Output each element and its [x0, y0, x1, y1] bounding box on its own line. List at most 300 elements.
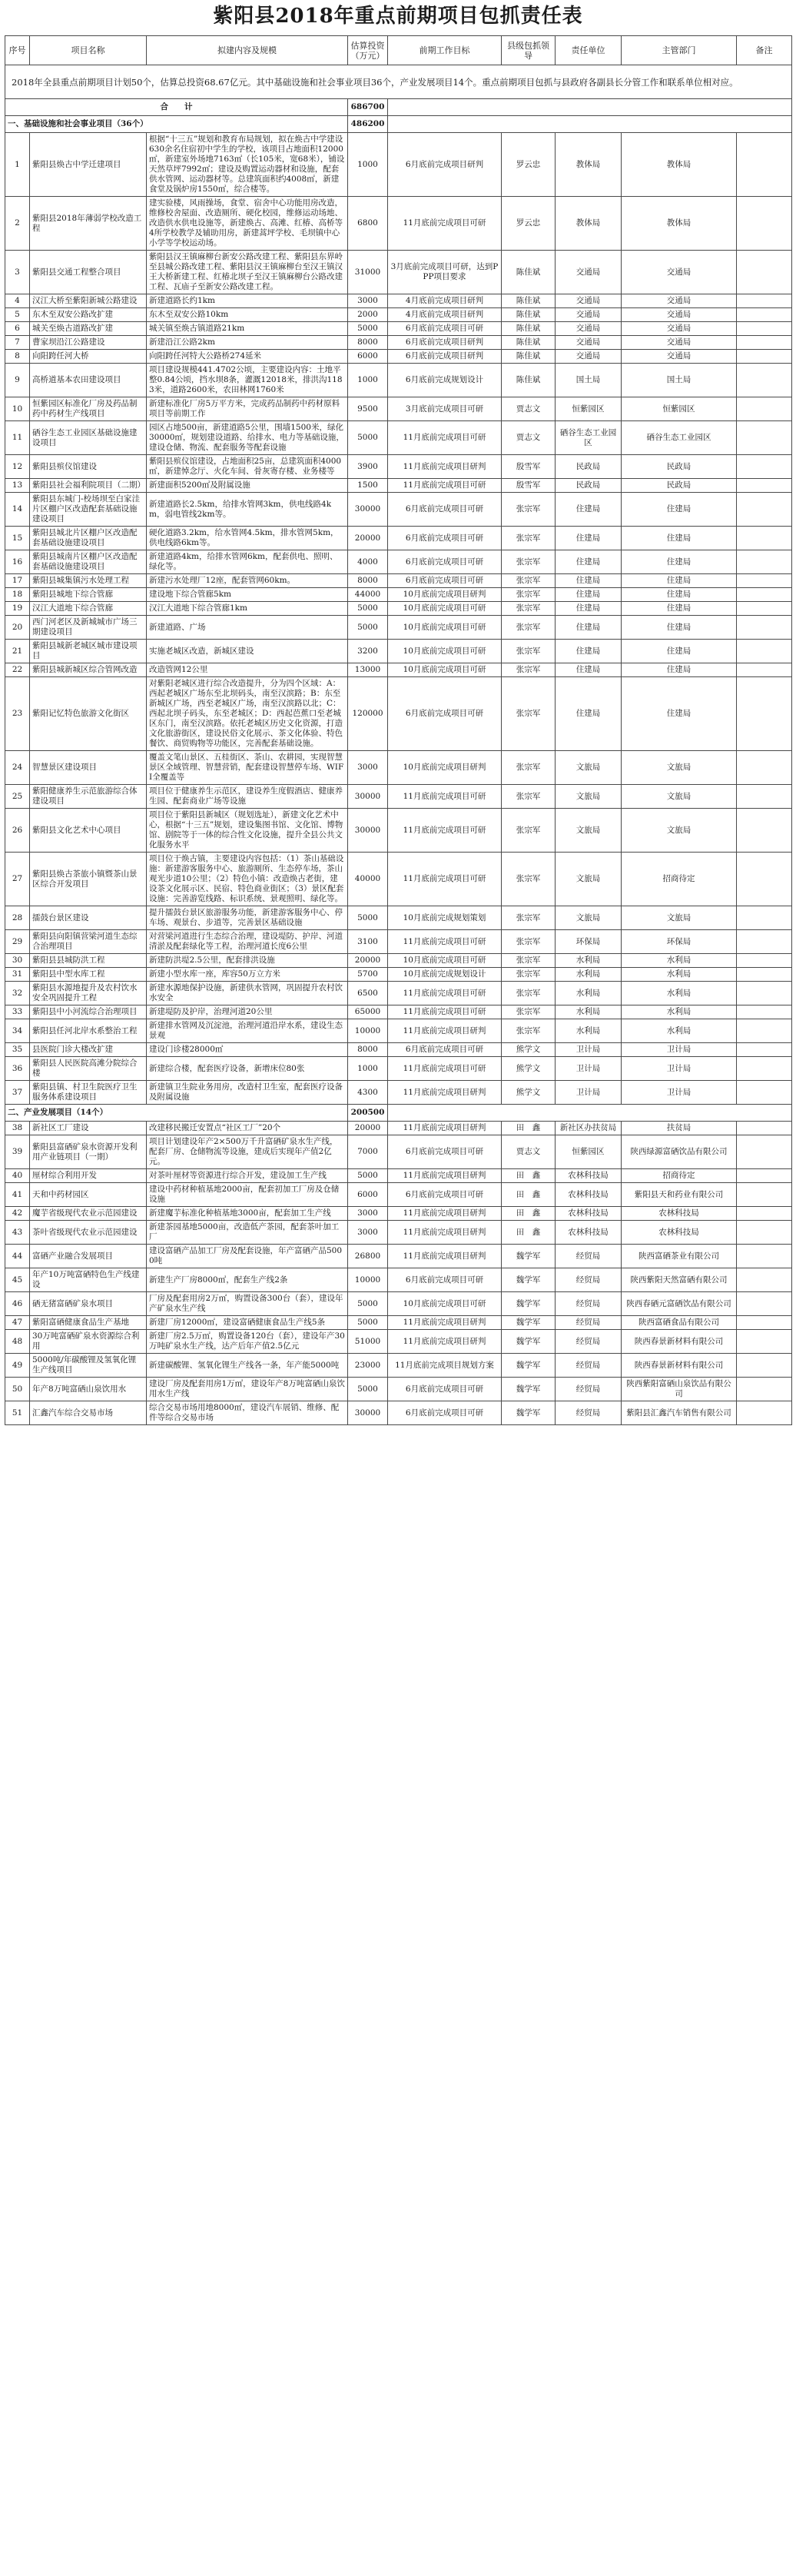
project-leader: 熊学文 [502, 1057, 556, 1081]
project-name: 擂鼓台景区建设 [30, 906, 147, 930]
project-content: 硬化道路3.2km，给水管网4.5km，排水管网5km，供电线路6km等。 [147, 527, 348, 550]
project-unit: 教体局 [556, 197, 622, 251]
row-number: 34 [5, 1019, 30, 1043]
project-invest: 20000 [348, 1122, 388, 1135]
project-goal: 4月底前完成项目研判 [388, 308, 502, 322]
project-leader: 田 鑫 [502, 1122, 556, 1135]
project-leader: 罗云忠 [502, 197, 556, 251]
table-row [5, 616, 792, 640]
project-dept: 恒紫园区 [622, 397, 737, 421]
section-label: 二、产业发展项目（14个） [5, 1105, 348, 1122]
project-dept: 住建局 [622, 493, 737, 527]
project-content: 新建厂房2.5万㎡，购置设备120台（套），建设年产30万吨矿泉水生产线，达产后年产值2.5亿元 [147, 1330, 348, 1354]
project-dept: 紫阳县汇鑫汽车销售有限公司 [622, 1401, 737, 1425]
project-name: 紫阳县城南片区棚户区改造配套基础设施建设项目 [30, 550, 147, 574]
project-note [737, 308, 792, 322]
project-name: 紫阳县中小河流综合治理项目 [30, 1005, 147, 1019]
project-note [737, 251, 792, 294]
project-unit: 经贸局 [556, 1401, 622, 1425]
row-number: 39 [5, 1135, 30, 1169]
project-unit: 水利局 [556, 1019, 622, 1043]
project-leader: 贾志文 [502, 397, 556, 421]
project-invest: 1000 [348, 1057, 388, 1081]
project-note [737, 1043, 792, 1057]
project-dept: 水利局 [622, 982, 737, 1005]
total-row [5, 99, 792, 116]
row-number: 31 [5, 968, 30, 982]
project-goal: 11月底前完成项目可研 [388, 930, 502, 954]
project-leader: 张宗军 [502, 588, 556, 602]
project-name: 曹家坝沿江公路建设 [30, 336, 147, 350]
project-unit: 经贸局 [556, 1268, 622, 1292]
project-content: 新建厂房12000㎡，建设富硒健康食品生产线5条 [147, 1316, 348, 1330]
table-row [5, 336, 792, 350]
table-row [5, 527, 792, 550]
project-note [737, 1122, 792, 1135]
project-content: 汉江大道地下综合管廊1km [147, 602, 348, 616]
project-content: 园区占地500亩，新建道路5公里，围墙1500米，绿化30000㎡，规划建设道路、给排水、电力等基础设施，建设仓储、物流、配套服务等配套设施 [147, 421, 348, 455]
table-row [5, 751, 792, 785]
table-row [5, 364, 792, 397]
project-leader: 罗云忠 [502, 133, 556, 197]
project-leader: 魏学军 [502, 1268, 556, 1292]
table-row [5, 1330, 792, 1354]
table-row [5, 809, 792, 853]
table-row [5, 1245, 792, 1268]
project-note [737, 1183, 792, 1207]
project-note [737, 1354, 792, 1378]
project-unit: 住建局 [556, 602, 622, 616]
project-invest: 23000 [348, 1354, 388, 1378]
table-row [5, 574, 792, 588]
project-goal: 4月底前完成项目研判 [388, 294, 502, 308]
project-goal: 3月底前完成项目可研，达到PPP项目要求 [388, 251, 502, 294]
project-unit: 交通局 [556, 322, 622, 336]
project-dept: 水利局 [622, 1005, 737, 1019]
project-name: 汇鑫汽车综合交易市场 [30, 1401, 147, 1425]
project-dept: 陕西春硒元富硒饮品有限公司 [622, 1292, 737, 1316]
summary-text: 2018年全县重点前期项目计划50个，估算总投资68.67亿元。其中基础设施和社会事业项目36个，产业发展项目14个。重点前期项目包抓与县政府各副县长分管工作和联系单位相对应。 [5, 65, 792, 99]
header-cell-goal: 前期工作目标 [388, 36, 502, 65]
project-content: 建设门诊楼28000㎡ [147, 1043, 348, 1057]
project-leader: 张宗军 [502, 550, 556, 574]
project-dept: 陕西春景新材料有限公司 [622, 1330, 737, 1354]
project-goal: 6月底前完成项目可研 [388, 322, 502, 336]
row-number: 20 [5, 616, 30, 640]
project-goal: 6月底前完成项目研判 [388, 350, 502, 364]
project-invest: 3000 [348, 751, 388, 785]
project-invest: 120000 [348, 677, 388, 751]
project-dept: 住建局 [622, 574, 737, 588]
project-name: 富硒产业融合发展项目 [30, 1245, 147, 1268]
project-goal: 11月底前完成项目可研 [388, 1057, 502, 1081]
project-name: 智慧景区建设项目 [30, 751, 147, 785]
project-dept: 扶贫局 [622, 1122, 737, 1135]
project-unit: 水利局 [556, 954, 622, 968]
project-content: 项目计划建设年产2×500万千升富硒矿泉水生产线，配套厂房、仓储物流等设施，建成后实现年产值2亿元。 [147, 1135, 348, 1169]
project-dept: 交通局 [622, 294, 737, 308]
project-content: 新建小型水库一座，库容50万立方米 [147, 968, 348, 982]
project-note [737, 336, 792, 350]
project-dept: 住建局 [622, 677, 737, 751]
row-number: 46 [5, 1292, 30, 1316]
project-invest: 5000 [348, 602, 388, 616]
project-content: 项目建设规模441.4702公顷，主要建设内容：土地平整0.84公顷，挡水坝8条，灌溉12018米，排洪沟1183米，道路2600米，农田林网1760米 [147, 364, 348, 397]
row-number: 27 [5, 853, 30, 906]
row-number: 50 [5, 1378, 30, 1401]
project-leader: 田 鑫 [502, 1207, 556, 1221]
project-dept: 陕西富硒茶业有限公司 [622, 1245, 737, 1268]
project-note [737, 1057, 792, 1081]
project-goal: 10月底前完成项目研判 [388, 751, 502, 785]
row-number: 11 [5, 421, 30, 455]
project-dept: 陕西富硒食品有限公司 [622, 1316, 737, 1330]
project-invest: 6500 [348, 982, 388, 1005]
project-dept: 招商待定 [622, 1169, 737, 1183]
project-leader: 陈佳斌 [502, 322, 556, 336]
table-row [5, 930, 792, 954]
project-content: 新建碳酸锂、氢氧化锂生产线各一条，年产能5000吨 [147, 1354, 348, 1378]
project-dept: 文旅局 [622, 785, 737, 809]
project-unit: 卫计局 [556, 1081, 622, 1105]
project-unit: 民政局 [556, 479, 622, 493]
project-invest: 5000 [348, 1169, 388, 1183]
row-number: 8 [5, 350, 30, 364]
project-leader: 魏学军 [502, 1292, 556, 1316]
project-note [737, 640, 792, 663]
table-row [5, 1354, 792, 1378]
project-goal: 6月底前完成项目可研 [388, 1378, 502, 1401]
project-dept: 交通局 [622, 251, 737, 294]
project-name: 汉江大道地下综合管廊 [30, 602, 147, 616]
project-invest: 10000 [348, 1268, 388, 1292]
project-goal: 11月底前完成项目可研 [388, 982, 502, 1005]
table-row [5, 1135, 792, 1169]
project-leader: 张宗军 [502, 785, 556, 809]
row-number: 13 [5, 479, 30, 493]
table-row [5, 294, 792, 308]
project-leader: 魏学军 [502, 1245, 556, 1268]
row-number: 17 [5, 574, 30, 588]
project-invest: 44000 [348, 588, 388, 602]
row-number: 15 [5, 527, 30, 550]
project-leader: 陈佳斌 [502, 364, 556, 397]
row-number: 44 [5, 1245, 30, 1268]
project-invest: 9500 [348, 397, 388, 421]
project-goal: 6月底前完成项目可研 [388, 1043, 502, 1057]
project-invest: 6800 [348, 197, 388, 251]
project-invest: 8000 [348, 574, 388, 588]
project-unit: 恒紫园区 [556, 397, 622, 421]
project-note [737, 1221, 792, 1245]
project-name: 紫阳县交通工程整合项目 [30, 251, 147, 294]
project-leader: 殷雪军 [502, 455, 556, 479]
project-name: 紫阳县县城防洪工程 [30, 954, 147, 968]
project-leader: 张宗军 [502, 751, 556, 785]
project-invest: 31000 [348, 251, 388, 294]
project-name: 5000吨/年碳酸锂及氢氧化锂生产线项目 [30, 1354, 147, 1378]
project-name: 紫阳县殡仪馆建设 [30, 455, 147, 479]
row-number: 41 [5, 1183, 30, 1207]
project-note [737, 350, 792, 364]
project-note [737, 322, 792, 336]
project-invest: 51000 [348, 1330, 388, 1354]
project-dept: 交通局 [622, 308, 737, 322]
project-note [737, 1268, 792, 1292]
project-invest: 5000 [348, 1378, 388, 1401]
project-note [737, 527, 792, 550]
project-invest: 3000 [348, 294, 388, 308]
project-note [737, 197, 792, 251]
project-content: 紫阳县汉王镇麻柳台新安公路改建工程、紫阳县东界岭至县城公路改建工程、紫阳县汉王镇麻柳台至汉王镇汉王大桥新建工程、红椿北坝子至汉王镇麻柳台公路改建工程、瓦庙子至新安公路改建工程。 [147, 251, 348, 294]
table-row [5, 785, 792, 809]
project-leader: 熊学文 [502, 1043, 556, 1057]
project-name: 向阳跨任河大桥 [30, 350, 147, 364]
project-goal: 11月底前完成项目研判 [388, 1316, 502, 1330]
project-leader: 陈佳斌 [502, 336, 556, 350]
project-note [737, 1135, 792, 1169]
table-row [5, 1207, 792, 1221]
project-invest: 3200 [348, 640, 388, 663]
section-blank [388, 1105, 792, 1122]
project-name: 城关至焕古道路改扩建 [30, 322, 147, 336]
project-goal: 10月底前完成规划策划 [388, 906, 502, 930]
project-note [737, 1169, 792, 1183]
table-row [5, 1401, 792, 1425]
project-leader: 张宗军 [502, 493, 556, 527]
project-unit: 文旅局 [556, 785, 622, 809]
project-dept: 住建局 [622, 588, 737, 602]
table-row [5, 133, 792, 197]
project-invest: 30000 [348, 809, 388, 853]
table-row [5, 322, 792, 336]
project-invest: 40000 [348, 853, 388, 906]
project-goal: 11月底前完成项目可研 [388, 421, 502, 455]
project-unit: 经贸局 [556, 1378, 622, 1401]
header-cell-dept: 主管部门 [622, 36, 737, 65]
project-unit: 经贸局 [556, 1316, 622, 1330]
project-name: 紫阳记忆特色旅游文化街区 [30, 677, 147, 751]
project-content: 东木至双安公路10km [147, 308, 348, 322]
table-row [5, 1183, 792, 1207]
project-content: 新建沿江公路2km [147, 336, 348, 350]
table-row [5, 1043, 792, 1057]
project-unit: 环保局 [556, 930, 622, 954]
project-goal: 10月底前完成项目可研 [388, 663, 502, 677]
project-content: 新建堤防及护岸，治理河道20公里 [147, 1005, 348, 1019]
project-content: 向阳跨任河特大公路桥274延米 [147, 350, 348, 364]
project-goal: 11月底前完成项目研判 [388, 1081, 502, 1105]
project-note [737, 809, 792, 853]
project-unit: 卫计局 [556, 1043, 622, 1057]
project-invest: 8000 [348, 1043, 388, 1057]
project-content: 新建排水管网及沉淀池，治理河道沿岸水系，建设生态景观 [147, 1019, 348, 1043]
project-note [737, 493, 792, 527]
project-invest: 6000 [348, 1183, 388, 1207]
project-content: 提升擂鼓台景区旅游服务功能，新建游客服务中心、停车场、观景台、步道等，完善景区基础设施 [147, 906, 348, 930]
project-goal: 6月底前完成项目可研 [388, 1183, 502, 1207]
summary-row [5, 65, 792, 99]
project-unit: 住建局 [556, 574, 622, 588]
project-name: 紫阳县城地下综合管廊 [30, 588, 147, 602]
header-cell-leader: 县级包抓领导 [502, 36, 556, 65]
project-leader: 张宗军 [502, 616, 556, 640]
project-dept: 教体局 [622, 133, 737, 197]
project-content: 综合交易市场用地8000㎡，建设汽车展销、维修、配件等综合交易市场 [147, 1401, 348, 1425]
project-content: 建设厂房及配套用房1万㎡，建设年产8万吨富硒山泉饮用水生产线 [147, 1378, 348, 1401]
row-number: 48 [5, 1330, 30, 1354]
project-goal: 11月底前完成项目可研 [388, 1005, 502, 1019]
project-name: 紫阳富硒健康食品生产基地 [30, 1316, 147, 1330]
project-note [737, 550, 792, 574]
project-dept: 文旅局 [622, 751, 737, 785]
project-leader: 贾志文 [502, 1135, 556, 1169]
total-amount: 686700 [348, 99, 388, 116]
project-leader: 陈佳斌 [502, 308, 556, 322]
row-number: 45 [5, 1268, 30, 1292]
project-leader: 魏学军 [502, 1354, 556, 1378]
project-unit: 交通局 [556, 308, 622, 322]
table-row [5, 954, 792, 968]
project-note [737, 1292, 792, 1316]
project-unit: 住建局 [556, 527, 622, 550]
project-note [737, 1245, 792, 1268]
row-number: 22 [5, 663, 30, 677]
project-note [737, 968, 792, 982]
project-content: 建设中药材种植基地2000亩，配套初加工厂房及仓储设施 [147, 1183, 348, 1207]
project-dept: 水利局 [622, 1019, 737, 1043]
project-dept: 陕西春景新材料有限公司 [622, 1354, 737, 1378]
project-content: 新建道路4km，给排水管网6km，配套供电、照明、绿化等。 [147, 550, 348, 574]
page-title: 紫阳县2018年重点前期项目包抓责任表 [213, 5, 583, 28]
table-row [5, 602, 792, 616]
row-number: 47 [5, 1316, 30, 1330]
project-unit: 文旅局 [556, 906, 622, 930]
project-unit: 交通局 [556, 251, 622, 294]
table-row [5, 1268, 792, 1292]
project-goal: 6月底前完成项目可研 [388, 493, 502, 527]
project-leader: 张宗军 [502, 982, 556, 1005]
project-unit: 水利局 [556, 968, 622, 982]
project-unit: 新社区办扶贫局 [556, 1122, 622, 1135]
project-name: 新社区工厂建设 [30, 1122, 147, 1135]
project-name: 魔芋省级现代农业示范园建设 [30, 1207, 147, 1221]
project-name: 紫阳县城集镇污水处理工程 [30, 574, 147, 588]
project-leader: 张宗军 [502, 954, 556, 968]
project-content: 新建道路长约1km [147, 294, 348, 308]
project-unit: 住建局 [556, 550, 622, 574]
project-goal: 11月底前完成项目研判 [388, 1245, 502, 1268]
project-note [737, 1207, 792, 1221]
project-leader: 田 鑫 [502, 1183, 556, 1207]
row-number: 10 [5, 397, 30, 421]
project-leader: 贾志文 [502, 421, 556, 455]
project-leader: 张宗军 [502, 968, 556, 982]
project-invest: 5000 [348, 1292, 388, 1316]
project-content: 项目位于紫阳县新城区（规划选址），新建文化艺术中心，根据“十三五”规划，建设集图书馆、文化馆、博物馆、剧院等于一体的综合性文化设施，提升全县公共文化服务水平 [147, 809, 348, 853]
project-content: 建实验楼，风雨操场，食堂、宿舍中心功能用房改造，维修校舍屋面、改造厕所、硬化校园，维修运动场地、改造供水供电设施等，新建焕古、高滩、红椿、高桥等4所学校教学及辅助用房，新建蒿坪学校、毛坝镇中心小学等学校运动场。 [147, 197, 348, 251]
project-invest: 10000 [348, 1019, 388, 1043]
project-content: 覆盖文笔山景区、五桂街区、茶山、农耕园，实现智慧景区全域管理、智慧营销，配套建设智慧停车场、WIFI全覆盖等 [147, 751, 348, 785]
project-leader: 魏学军 [502, 1378, 556, 1401]
row-number: 33 [5, 1005, 30, 1019]
project-note [737, 364, 792, 397]
project-goal: 11月底前完成项目研判 [388, 1169, 502, 1183]
project-goal: 10月底前完成项目研判 [388, 588, 502, 602]
project-goal: 11月底前完成项目可研 [388, 785, 502, 809]
project-content: 改造管网12公里 [147, 663, 348, 677]
project-dept: 水利局 [622, 954, 737, 968]
project-invest: 4000 [348, 550, 388, 574]
project-content: 新建道路长2.5km，给排水管网3km，供电线路4km，弱电管线2km等。 [147, 493, 348, 527]
row-number: 25 [5, 785, 30, 809]
row-number: 14 [5, 493, 30, 527]
project-name: 东木至双安公路改扩建 [30, 308, 147, 322]
row-number: 37 [5, 1081, 30, 1105]
project-invest: 2000 [348, 308, 388, 322]
row-number: 23 [5, 677, 30, 751]
project-dept: 住建局 [622, 663, 737, 677]
project-dept: 陕西绿源富硒饮品有限公司 [622, 1135, 737, 1169]
row-number: 29 [5, 930, 30, 954]
row-number: 12 [5, 455, 30, 479]
project-note [737, 1378, 792, 1401]
header-cell-unit: 责任单位 [556, 36, 622, 65]
project-name: 茶叶省级现代农业示范园建设 [30, 1221, 147, 1245]
project-goal: 10月底前完成项目可研 [388, 602, 502, 616]
project-name: 紫阳县文化艺术中心项目 [30, 809, 147, 853]
project-unit: 文旅局 [556, 751, 622, 785]
project-content: 新建生产厂房8000㎡，配套生产线2条 [147, 1268, 348, 1292]
project-invest: 20000 [348, 527, 388, 550]
project-content: 厂房及配套用房2万㎡，购置设备300台（套），建设年产矿泉水生产线 [147, 1292, 348, 1316]
project-note [737, 906, 792, 930]
table-row [5, 251, 792, 294]
row-number: 7 [5, 336, 30, 350]
table-row [5, 1292, 792, 1316]
project-name: 年产10万吨富硒特色生产线建设 [30, 1268, 147, 1292]
project-note [737, 954, 792, 968]
table-row [5, 1378, 792, 1401]
project-note [737, 751, 792, 785]
project-invest: 26800 [348, 1245, 388, 1268]
project-unit: 交通局 [556, 336, 622, 350]
project-name: 县医院门诊大楼改扩建 [30, 1043, 147, 1057]
project-goal: 6月底前完成项目研判 [388, 336, 502, 350]
project-unit: 水利局 [556, 1005, 622, 1019]
project-name: 紫阳县城北片区棚户区改造配套基础设施建设项目 [30, 527, 147, 550]
project-name: 紫阳县社会福利院项目（二期） [30, 479, 147, 493]
table-body [5, 65, 792, 1425]
row-number: 36 [5, 1057, 30, 1081]
project-invest: 1000 [348, 133, 388, 197]
project-note [737, 397, 792, 421]
project-invest: 65000 [348, 1005, 388, 1019]
project-dept: 民政局 [622, 479, 737, 493]
project-invest: 8000 [348, 336, 388, 350]
project-content: 新建水源地保护设施，新建供水管网，巩固提升农村饮水安全 [147, 982, 348, 1005]
project-invest: 3100 [348, 930, 388, 954]
table-row [5, 1019, 792, 1043]
project-dept: 招商待定 [622, 853, 737, 906]
project-note [737, 1330, 792, 1354]
project-unit: 住建局 [556, 616, 622, 640]
project-note [737, 1019, 792, 1043]
project-unit: 经贸局 [556, 1245, 622, 1268]
project-note [737, 602, 792, 616]
project-invest: 7000 [348, 1135, 388, 1169]
table-row [5, 1316, 792, 1330]
